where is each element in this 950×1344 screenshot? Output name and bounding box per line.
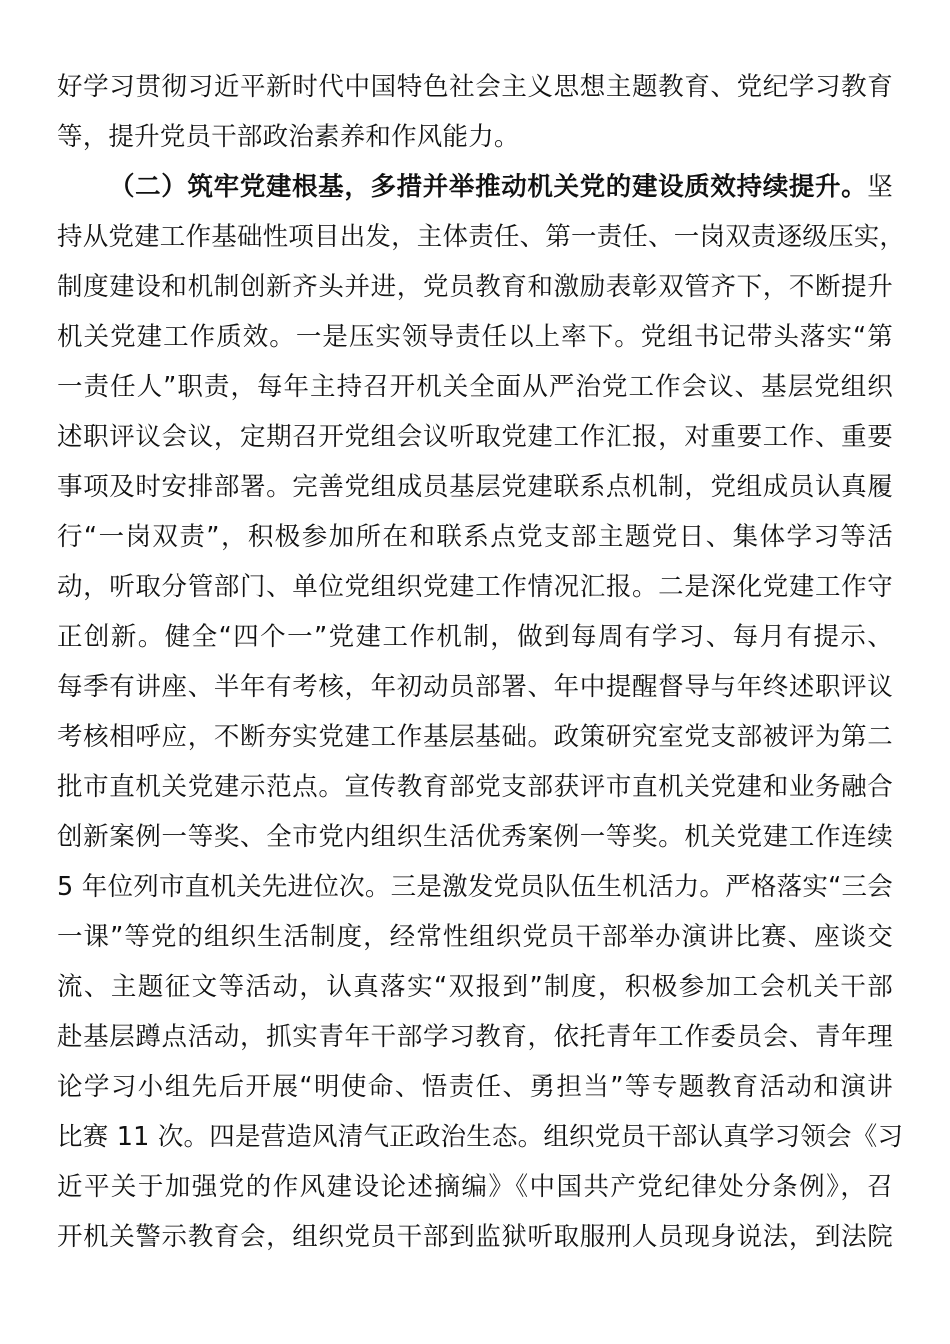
text-line-2: 等，提升党员干部政治素养和作风能力。: [57, 122, 520, 152]
text-line-22: 比赛 11 次。四是营造风清气正政治生态。组织党员干部认真学习领会《习: [57, 1122, 904, 1152]
text-line-19: 流、主题征文等活动，认真落实“双报到”制度，积极参加工会机关干部: [57, 972, 893, 1002]
text-line-5: 制度建设和机制创新齐头并进，党员教育和激励表彰双管齐下，不断提升: [57, 272, 893, 302]
text-line-16: 创新案例一等奖、全市党内组织生活优秀案例一等奖。机关党建工作连续: [57, 822, 893, 852]
section-heading-continuation: 坚: [867, 172, 893, 202]
text-line-24: 开机关警示教育会，组织党员干部到监狱听取服刑人员现身说法，到法院: [57, 1222, 893, 1252]
text-line-20: 赴基层蹲点活动，抓实青年干部学习教育，依托青年工作委员会、青年理: [57, 1022, 893, 1052]
text-line-15: 批市直机关党建示范点。宣传教育部党支部获评市直机关党建和业务融合: [57, 772, 893, 802]
text-line-23: 近平关于加强党的作风建设论述摘编》《中国共产党纪律处分条例》，召: [57, 1172, 893, 1202]
text-line-11: 动，听取分管部门、单位党组织党建工作情况汇报。二是深化党建工作守: [57, 572, 893, 602]
text-line-1: 好学习贯彻习近平新时代中国特色社会主义思想主题教育、党纪学习教育: [57, 72, 893, 102]
text-line-9: 事项及时安排部署。完善党组成员基层党建联系点机制，党组成员认真履: [57, 472, 893, 502]
text-line-12: 正创新。健全“四个一”党建工作机制，做到每周有学习、每月有提示、: [57, 622, 893, 652]
document-body: [57, 62, 906, 1262]
text-line-8: 述职评议会议，定期召开党组会议听取党建工作汇报，对重要工作、重要: [57, 422, 893, 452]
section-heading-line: [57, 162, 893, 212]
text-line-10: 行“一岗双责”，积极参加所在和联系点党支部主题党日、集体学习等活: [57, 522, 893, 552]
text-line-18: 一课”等党的组织生活制度，经常性组织党员干部举办演讲比赛、座谈交: [57, 922, 893, 952]
text-line-6: 机关党建工作质效。一是压实领导责任以上率下。党组书记带头落实“第: [57, 322, 893, 352]
section-heading: （二）筑牢党建根基，多措并举推动机关党的建设质效持续提升。: [109, 172, 868, 202]
text-line-17: 5 年位列市直机关先进位次。三是激发党员队伍生机活力。严格落实“三会: [57, 872, 893, 902]
text-line-7: 一责任人”职责，每年主持召开机关全面从严治党工作会议、基层党组织: [57, 372, 893, 402]
text-line-14: 考核相呼应，不断夯实党建工作基层基础。政策研究室党支部被评为第二: [57, 722, 893, 752]
text-line-21: 论学习小组先后开展“明使命、悟责任、勇担当”等专题教育活动和演讲: [57, 1072, 893, 1102]
text-line-13: 每季有讲座、半年有考核，年初动员部署、年中提醒督导与年终述职评议: [57, 672, 893, 702]
text-line-4: 持从党建工作基础性项目出发，主体责任、第一责任、一岗双责逐级压实，: [57, 222, 906, 252]
